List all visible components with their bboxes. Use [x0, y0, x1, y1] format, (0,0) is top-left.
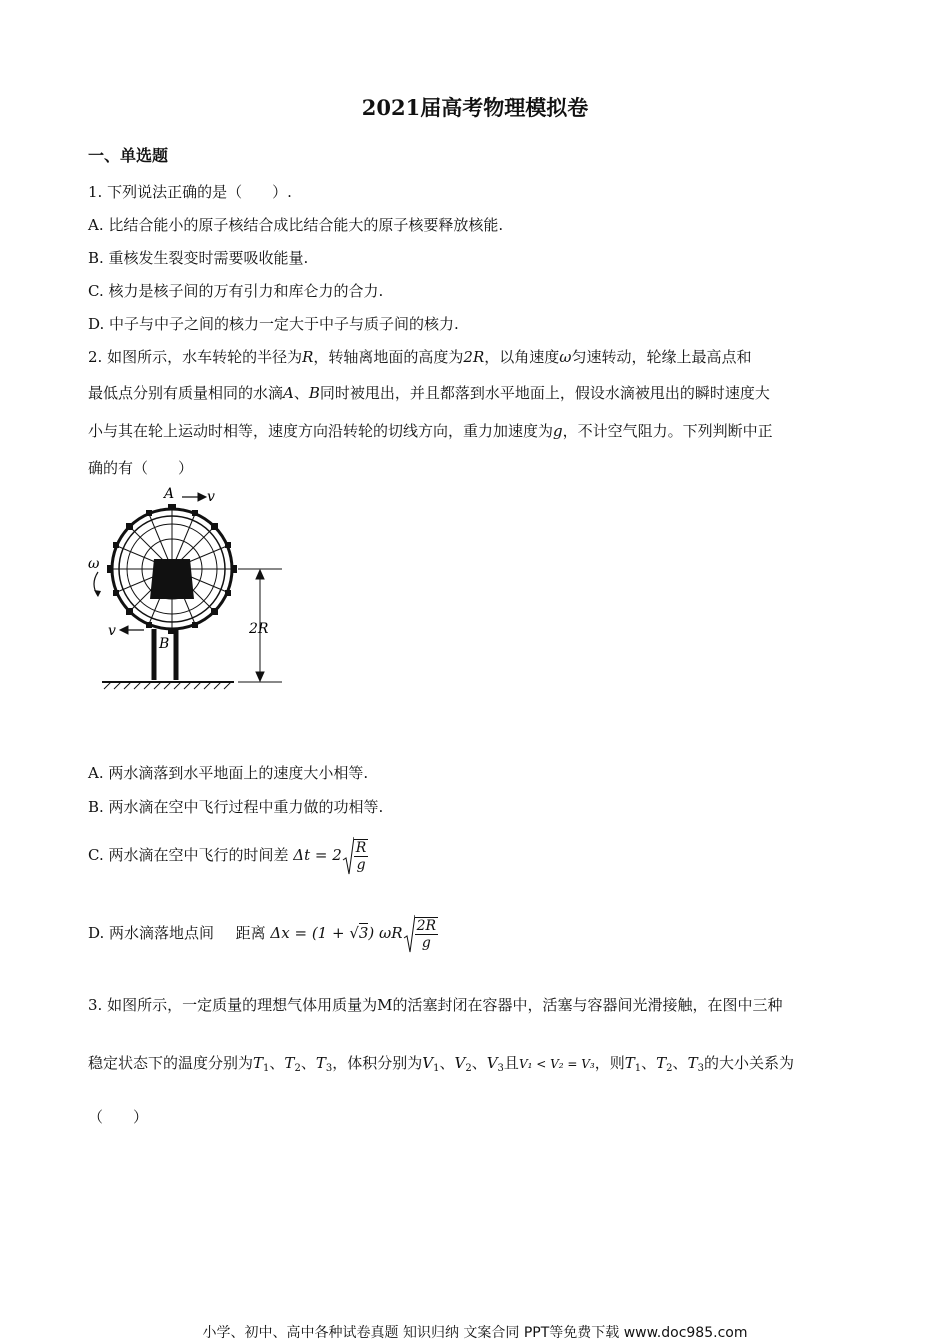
q2-option-b: B. 两水滴在空中飞行过程中重力做的功相等.	[88, 798, 384, 816]
q3-line-2: 稳定状态下的温度分别为$T_1$、$T_2$、$T_3$，体积分别为$V_1$、$V_2$、$V_3$且V₁ < V₂ = V₃，则$T_1$、$T_2$、$T_3$的大小关系为	[88, 1054, 794, 1074]
velocity-arrow-bottom	[120, 626, 144, 634]
water-wheel-figure	[82, 484, 292, 694]
label-2r: 2R	[249, 621, 269, 637]
q1-option-d: D. 中子与中子之间的核力一定大于中子与质子间的核力.	[88, 315, 459, 333]
q2-line-1: 2. 如图所示，水车转轮的半径为R，转轴离地面的高度为2R，以角速度ω匀速转动，轮缘上最高点和	[88, 348, 752, 366]
label-b: B	[159, 636, 170, 652]
q2-option-a: A. 两水滴落到水平地面上的速度大小相等.	[88, 764, 369, 782]
q2-option-c: C. 两水滴在空中飞行的时间差 Δt = 2 $\frac{R}{g}$	[88, 836, 368, 876]
q3-line-3: （ ）	[88, 1108, 149, 1126]
wheel-hub	[150, 559, 194, 599]
q2-option-d: D. 两水滴落地点间 距离 Δx = (1 + √3) ωR $\frac{2R}{g}$	[88, 914, 438, 954]
page-title: 2021届高考物理模拟卷	[361, 95, 589, 120]
label-a: A	[164, 486, 175, 502]
q2-line-4: 确的有（ ）	[88, 459, 194, 477]
q3-line-1: 3. 如图所示，一定质量的理想气体用质量为M的活塞封闭在容器中，活塞与容器间光滑接触，在图中三种	[88, 996, 783, 1014]
q1-stem: 1. 下列说法正确的是（ ）.	[88, 183, 292, 201]
q2-line-3: 小与其在轮上运动时相等，速度方向沿转轮的切线方向，重力加速度为g，不计空气阻力。下列判断中正	[88, 422, 773, 440]
section-heading: 一、单选题	[88, 146, 169, 165]
q1-option-c: C. 核力是核子间的万有引力和库仑力的合力.	[88, 282, 384, 300]
label-v-bottom: v	[108, 623, 116, 639]
ground-hatch	[102, 682, 234, 689]
q1-option-b: B. 重核发生裂变时需要吸收能量.	[88, 249, 309, 267]
label-omega: ω	[88, 556, 100, 572]
page-footer: 小学、初中、高中各种试卷真题 知识归纳 文案合同 PPT等免费下载 www.doc985.com	[202, 1325, 748, 1341]
velocity-arrow-top	[182, 493, 206, 501]
q2-line-2: 最低点分别有质量相同的水滴A、B同时被甩出，并且都落到水平地面上，假设水滴被甩出的瞬时速度大	[88, 384, 770, 402]
label-v-top: v	[207, 489, 215, 505]
q1-option-a: A. 比结合能小的原子核结合成比结合能大的原子核要释放核能.	[88, 216, 504, 234]
